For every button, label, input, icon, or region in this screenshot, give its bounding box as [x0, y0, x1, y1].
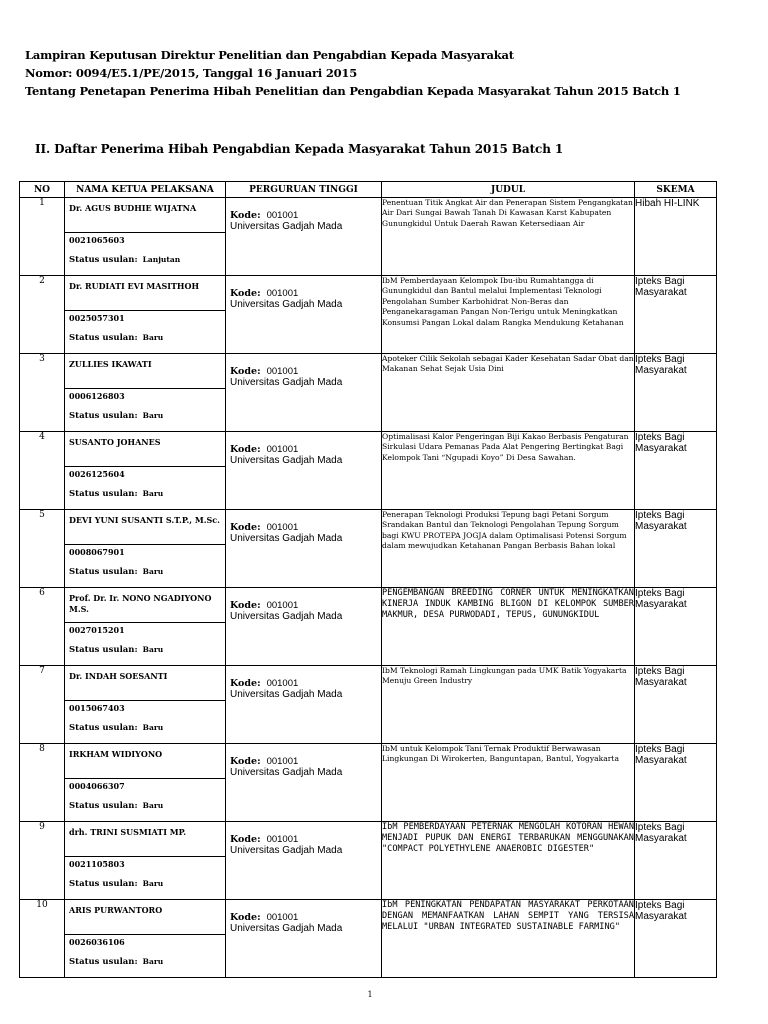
university-name: Universitas Gadjah Mada — [230, 533, 343, 544]
skema-cell: Hibah HI-LINK — [635, 198, 717, 276]
status-label: Status usulan: — [69, 801, 138, 811]
column-header-no: NO — [20, 182, 65, 198]
kode-line — [230, 281, 298, 300]
column-header-nama: NAMA KETUA PELAKSANA — [65, 182, 226, 198]
skema-cell: Ipteks Bagi Masyarakat — [635, 510, 717, 588]
status-label: Status usulan: — [69, 723, 138, 733]
ketua-cell — [65, 744, 226, 822]
kode-label: Kode: — [230, 834, 261, 845]
nidn-number: 0027015201 — [69, 625, 125, 635]
university-name: Universitas Gadjah Mada — [230, 767, 343, 778]
header-line-1: Lampiran Keputusan Direktur Penelitian dan Pengabdian Kepada Masyarakat — [25, 48, 514, 62]
judul-cell — [382, 510, 635, 588]
ketua-name: Dr. INDAH SOESANTI — [69, 671, 168, 681]
kode-value: 001001 — [266, 288, 299, 299]
status-label: Status usulan: — [69, 879, 138, 889]
table-row — [20, 276, 717, 354]
section-title: II. Daftar Penerima Hibah Pengabdian Kepada Masyarakat Tahun 2015 Batch 1 — [35, 142, 564, 156]
ketua-cell — [65, 354, 226, 432]
table-row — [20, 432, 717, 510]
nidn-number: 0021065603 — [69, 235, 125, 245]
perguruan-tinggi-cell — [226, 354, 382, 432]
status-label: Status usulan: — [69, 489, 138, 499]
judul-cell — [382, 900, 635, 978]
status-value: Baru — [142, 411, 164, 420]
perguruan-tinggi-cell — [226, 510, 382, 588]
kode-value: 001001 — [266, 912, 299, 923]
ketua-cell — [65, 822, 226, 900]
judul-text: PENGEMBANGAN BREEDING CORNER UNTUK MENINGKATKAN KINERJA INDUK KAMBING BLIGON DI KELOMPOK SUMBER MAKMUR, DESA PURWODADI, TEPUS, GUNUNGKIDUL — [382, 588, 634, 620]
table-row — [20, 510, 717, 588]
status-usulan — [69, 957, 163, 967]
ketua-name: Dr. RUDIATI EVI MASITHOH — [69, 281, 199, 291]
kode-value: 001001 — [266, 210, 299, 221]
ketua-name: SUSANTO JOHANES — [69, 437, 161, 447]
status-usulan — [69, 723, 163, 733]
status-label: Status usulan: — [69, 957, 138, 967]
row-number: 4 — [20, 432, 65, 510]
header-line-2: Nomor: 0094/E5.1/PE/2015, Tanggal 16 Januari 2015 — [25, 66, 358, 80]
perguruan-tinggi-cell — [226, 588, 382, 666]
cell-divider — [65, 232, 225, 233]
kode-label: Kode: — [230, 600, 261, 611]
kode-label: Kode: — [230, 678, 261, 689]
judul-cell — [382, 744, 635, 822]
status-value: Baru — [142, 723, 164, 732]
table-row — [20, 744, 717, 822]
nidn-number: 0021105803 — [69, 859, 125, 869]
nidn-number: 0015067403 — [69, 703, 125, 713]
judul-cell — [382, 666, 635, 744]
kode-label: Kode: — [230, 210, 261, 221]
university-name: Universitas Gadjah Mada — [230, 455, 343, 466]
kode-line — [230, 437, 298, 456]
kode-label: Kode: — [230, 912, 261, 923]
table-row — [20, 588, 717, 666]
table-row — [20, 354, 717, 432]
skema-cell: Ipteks Bagi Masyarakat — [635, 432, 717, 510]
ketua-name: drh. TRINI SUSMIATI MP. — [69, 827, 187, 837]
perguruan-tinggi-cell — [226, 276, 382, 354]
row-number: 7 — [20, 666, 65, 744]
kode-line — [230, 359, 298, 378]
table-row — [20, 900, 717, 978]
judul-text: IbM PENINGKATAN PENDAPATAN MASYARAKAT PERKOTAAN DENGAN MEMANFAATKAN LAHAN SEMPIT YANG TERSISA MELALUI "URBAN INTEGRATED SUSTAINABLE FARMING" — [382, 900, 634, 932]
status-value: Baru — [142, 567, 164, 576]
status-usulan — [69, 801, 163, 811]
status-label: Status usulan: — [69, 645, 138, 655]
cell-divider — [65, 700, 225, 701]
ketua-name: Dr. AGUS BUDHIE WIJATNA — [69, 203, 197, 213]
kode-value: 001001 — [266, 444, 299, 455]
row-number: 2 — [20, 276, 65, 354]
row-number: 9 — [20, 822, 65, 900]
judul-text: Penerapan Teknologi Produksi Tepung bagi Petani Sorgum Srandakan Bantul dan Teknologi Pengolahan Tepung Sorgum bagi KWU PROTEPA JOGJA dalam Optimalisasi Potensi Sorgum dalam mewujudkan Ketahanan Pangan Berbasis Bahan lokal — [382, 510, 627, 551]
judul-cell — [382, 432, 635, 510]
ketua-cell — [65, 432, 226, 510]
ketua-cell — [65, 900, 226, 978]
ketua-name: DEVI YUNI SUSANTI S.T.P., M.Sc. — [69, 515, 220, 525]
table-row — [20, 666, 717, 744]
status-label: Status usulan: — [69, 567, 138, 577]
status-value: Baru — [142, 645, 164, 654]
judul-text: IbM PEMBERDAYAAN PETERNAK MENGOLAH KOTORAN HEWAN MENJADI PUPUK DAN ENERGI TERBARUKAN MENGGUNAKAN "COMPACT POLYETHYLENE ANAEROBIC DIGESTER" — [382, 822, 634, 854]
ketua-cell — [65, 510, 226, 588]
status-value: Baru — [142, 333, 164, 342]
status-value: Baru — [142, 489, 164, 498]
skema-cell: Ipteks Bagi Masyarakat — [635, 900, 717, 978]
ketua-name: IRKHAM WIDIYONO — [69, 749, 163, 759]
row-number: 5 — [20, 510, 65, 588]
page-number: 1 — [367, 990, 373, 999]
kode-value: 001001 — [266, 522, 299, 533]
row-number: 1 — [20, 198, 65, 276]
cell-divider — [65, 310, 225, 311]
cell-divider — [65, 388, 225, 389]
kode-line — [230, 749, 298, 768]
nidn-number: 0025057301 — [69, 313, 125, 323]
status-usulan — [69, 255, 180, 265]
nidn-number: 0006126803 — [69, 391, 125, 401]
judul-text: Optimalisasi Kalor Pengeringan Biji Kakao Berbasis Pengaturan Sirkulasi Udara Pemanas Pada Alat Pengering Bertingkat Bagi Kelompok Tani “Ngupadi Koyo” Di Desa Sawahan. — [382, 432, 629, 462]
skema-cell: Ipteks Bagi Masyarakat — [635, 822, 717, 900]
kode-line — [230, 827, 298, 846]
status-value: Baru — [142, 801, 164, 810]
cell-divider — [65, 622, 225, 623]
judul-text: IbM untuk Kelompok Tani Ternak Produktif Berwawasan Lingkungan Di Wirokerten, Banguntapan, Bantul, Yogyakarta — [382, 744, 619, 764]
kode-line — [230, 671, 298, 690]
ketua-name: ZULLIES IKAWATI — [69, 359, 152, 369]
status-value: Lanjutan — [142, 255, 181, 264]
cell-divider — [65, 778, 225, 779]
nidn-number: 0026125604 — [69, 469, 125, 479]
ketua-cell — [65, 276, 226, 354]
row-number: 3 — [20, 354, 65, 432]
perguruan-tinggi-cell — [226, 198, 382, 276]
ketua-name: ARIS PURWANTORO — [69, 905, 163, 915]
judul-cell — [382, 588, 635, 666]
kode-line — [230, 905, 298, 924]
perguruan-tinggi-cell — [226, 666, 382, 744]
table-row — [20, 198, 717, 276]
judul-cell — [382, 354, 635, 432]
status-usulan — [69, 411, 163, 421]
table-row — [20, 822, 717, 900]
kode-value: 001001 — [266, 678, 299, 689]
judul-cell — [382, 822, 635, 900]
skema-cell: Ipteks Bagi Masyarakat — [635, 588, 717, 666]
kode-value: 001001 — [266, 756, 299, 767]
judul-cell — [382, 198, 635, 276]
status-value: Baru — [142, 879, 164, 888]
ketua-name: Prof. Dr. Ir. NONO NGADIYONO M.S. — [69, 593, 212, 614]
perguruan-tinggi-cell — [226, 744, 382, 822]
kode-value: 001001 — [266, 600, 299, 611]
judul-cell — [382, 276, 635, 354]
perguruan-tinggi-cell — [226, 900, 382, 978]
judul-text: Apoteker Cilik Sekolah sebagai Kader Kesehatan Sadar Obat dan Makanan Sehat Sejak Usia Dini — [382, 354, 634, 374]
judul-text: IbM Teknologi Ramah Lingkungan pada UMK Batik Yogyakarta Menuju Green Industry — [382, 666, 627, 686]
status-usulan — [69, 489, 163, 499]
kode-line — [230, 593, 298, 612]
status-usulan — [69, 645, 163, 655]
ketua-cell — [65, 666, 226, 744]
judul-text: IbM Pemberdayaan Kelompok Ibu-ibu Rumahtangga di Gunungkidul dan Bantul melalui Implementasi Teknologi Pengolahan Sumber Karbohidrat Non-Beras dan Penganekaragaman Pangan Non-Terigu untuk Meningkatkan Konsumsi Pangan Lokal dalam Rangka Mendukung Ketahanan — [382, 276, 624, 327]
kode-label: Kode: — [230, 288, 261, 299]
status-usulan — [69, 333, 163, 343]
kode-line — [230, 515, 298, 534]
kode-label: Kode: — [230, 756, 261, 767]
status-label: Status usulan: — [69, 333, 138, 343]
status-value: Baru — [142, 957, 164, 966]
ketua-cell — [65, 198, 226, 276]
column-header-perguruan-tinggi: PERGURUAN TINGGI — [226, 182, 382, 198]
status-label: Status usulan: — [69, 255, 138, 265]
perguruan-tinggi-cell — [226, 432, 382, 510]
cell-divider — [65, 856, 225, 857]
kode-line — [230, 203, 298, 222]
document-header — [25, 46, 760, 100]
skema-cell: Ipteks Bagi Masyarakat — [635, 744, 717, 822]
skema-cell: Ipteks Bagi Masyarakat — [635, 666, 717, 744]
university-name: Universitas Gadjah Mada — [230, 377, 343, 388]
row-number: 6 — [20, 588, 65, 666]
row-number: 8 — [20, 744, 65, 822]
university-name: Universitas Gadjah Mada — [230, 221, 343, 232]
university-name: Universitas Gadjah Mada — [230, 689, 343, 700]
status-usulan — [69, 879, 163, 889]
column-header-judul: JUDUL — [382, 182, 635, 198]
column-header-skema: SKEMA — [635, 182, 717, 198]
kode-label: Kode: — [230, 444, 261, 455]
nidn-number: 0026036106 — [69, 937, 125, 947]
kode-value: 001001 — [266, 366, 299, 377]
university-name: Universitas Gadjah Mada — [230, 611, 343, 622]
row-number: 10 — [20, 900, 65, 978]
status-usulan — [69, 567, 163, 577]
header-line-3: Tentang Penetapan Penerima Hibah Penelitian dan Pengabdian Kepada Masyarakat Tahun 2015 Batch 1 — [25, 84, 681, 98]
status-label: Status usulan: — [69, 411, 138, 421]
university-name: Universitas Gadjah Mada — [230, 845, 343, 856]
table-header-row — [20, 182, 717, 198]
kode-label: Kode: — [230, 366, 261, 377]
cell-divider — [65, 466, 225, 467]
kode-value: 001001 — [266, 834, 299, 845]
kode-label: Kode: — [230, 522, 261, 533]
skema-cell: Ipteks Bagi Masyarakat — [635, 354, 717, 432]
skema-cell: Ipteks Bagi Masyarakat — [635, 276, 717, 354]
judul-text: Penentuan Titik Angkat Air dan Penerapan Sistem Pengangkatan Air Dari Sungai Bawah Tanah Di Kawasan Karst Kabupaten Gunungkidul Untuk Daerah Rawan Ketersediaan Air — [382, 198, 633, 228]
ketua-cell — [65, 588, 226, 666]
nidn-number: 0004066307 — [69, 781, 125, 791]
university-name: Universitas Gadjah Mada — [230, 923, 343, 934]
perguruan-tinggi-cell — [226, 822, 382, 900]
recipients-table — [19, 181, 717, 978]
nidn-number: 0008067901 — [69, 547, 125, 557]
university-name: Universitas Gadjah Mada — [230, 299, 343, 310]
cell-divider — [65, 934, 225, 935]
cell-divider — [65, 544, 225, 545]
